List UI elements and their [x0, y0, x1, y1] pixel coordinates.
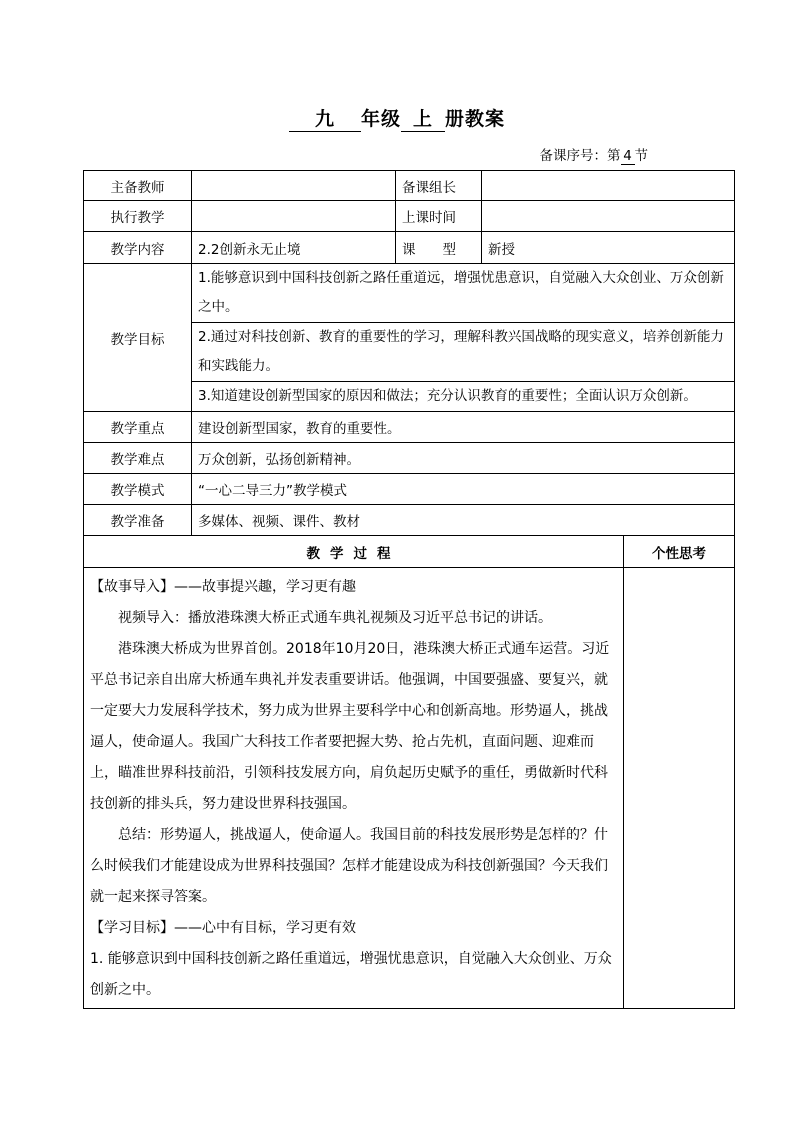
executor-label: 执行教学 [84, 201, 192, 232]
process-header: 教学过程 [84, 536, 624, 568]
type-value: 新授 [482, 232, 735, 264]
process-paragraph: 视频导入：播放港珠澳大桥正式通车典礼视频及习近平总书记的讲话。 [118, 610, 552, 626]
type-label: 课 型 [396, 232, 482, 264]
executor-value [192, 201, 396, 232]
goal-item: 3.知道建设创新型国家的原因和做法；充分认识教育的重要性；全面认识万众创新。 [192, 382, 735, 412]
notes-header: 个性思考 [624, 536, 735, 568]
process-paragraph: 总结：形势逼人，挑战逼人，使命逼人。我国目前的科技发展形势是怎样的？什么时候我们才能建设成为世界科技强国？怎样才能建设成为科技创新强国？今天我们就一起来探寻答案。 [90, 827, 608, 905]
table-row [84, 232, 735, 264]
group-leader-label: 备课组长 [396, 171, 482, 201]
preparation-label: 教学准备 [84, 505, 192, 536]
lesson-plan-table [83, 170, 735, 1009]
difficulties-value: 万众创新，弘扬创新精神。 [192, 443, 735, 474]
key-points-label: 教学重点 [84, 412, 192, 443]
goal-item: 1.能够意识到中国科技创新之路任重道远，增强忧患意识，自觉融入大众创业、万众创新之中。 [192, 264, 735, 323]
lesson-suffix: 节 [634, 148, 648, 164]
lesson-prefix: 备课序号：第 [539, 148, 621, 164]
lesson-number: 4 [621, 148, 635, 165]
process-paragraph: 港珠澳大桥成为世界首创。2018年10月20日，港珠澳大桥正式通车运营。习近平总书记亲自出席大桥通车典礼并发表重要讲话。他强调，中国要强盛、要复兴，就一定要大力发展科学技术，努力成为世界主要科学中心和创新高地。形势逼人，挑战逼人，使命逼人。我国广大科技工作者要把握大势、抢占先机，直面问题、迎难而上，瞄准世界科技前沿，引领科技发展方向，肩负起历史赋予的重任，勇做新时代科技创新的排头兵，努力建设世界科技强国。 [90, 641, 610, 812]
table-row [84, 171, 735, 201]
process-paragraph: 【故事导入】——故事提兴趣，学习更有趣 [90, 579, 356, 595]
group-leader-value [482, 171, 735, 201]
page-title [0, 104, 794, 132]
table-row [84, 474, 735, 505]
preparation-value: 多媒体、视频、课件、教材 [192, 505, 735, 536]
table-row [84, 412, 735, 443]
table-row [84, 443, 735, 474]
content-label: 教学内容 [84, 232, 192, 264]
teacher-value [192, 171, 396, 201]
table-row [84, 536, 735, 568]
mode-label: 教学模式 [84, 474, 192, 505]
term-suffix: 册教案 [445, 108, 506, 130]
teacher-label: 主备教师 [84, 171, 192, 201]
notes-cell [624, 568, 735, 1009]
goals-label: 教学目标 [84, 264, 192, 412]
process-paragraph: 【学习目标】——心中有目标，学习更有效 [90, 920, 356, 936]
class-time-label: 上课时间 [396, 201, 482, 232]
table-row [84, 568, 735, 1009]
key-points-value: 建设创新型国家，教育的重要性。 [192, 412, 735, 443]
content-value: 2.2创新永无止境 [192, 232, 396, 264]
lesson-number-line [540, 144, 649, 165]
class-time-value [482, 201, 735, 232]
difficulties-label: 教学难点 [84, 443, 192, 474]
table-row [84, 264, 735, 323]
process-content [84, 568, 624, 1009]
table-row [84, 201, 735, 232]
table-row [84, 505, 735, 536]
process-paragraph: 1. 能够意识到中国科技创新之路任重道远，增强忧患意识，自觉融入大众创业、万众创新之中。 [90, 951, 612, 998]
goal-item: 2.通过对科技创新、教育的重要性的学习，理解科教兴国战略的现实意义，培养创新能力和实践能力。 [192, 323, 735, 382]
grade-suffix: 年级 [360, 108, 401, 130]
grade-value: 九 [289, 104, 361, 132]
term-value: 上 [401, 104, 445, 132]
mode-value: “一心二导三力”教学模式 [192, 474, 735, 505]
